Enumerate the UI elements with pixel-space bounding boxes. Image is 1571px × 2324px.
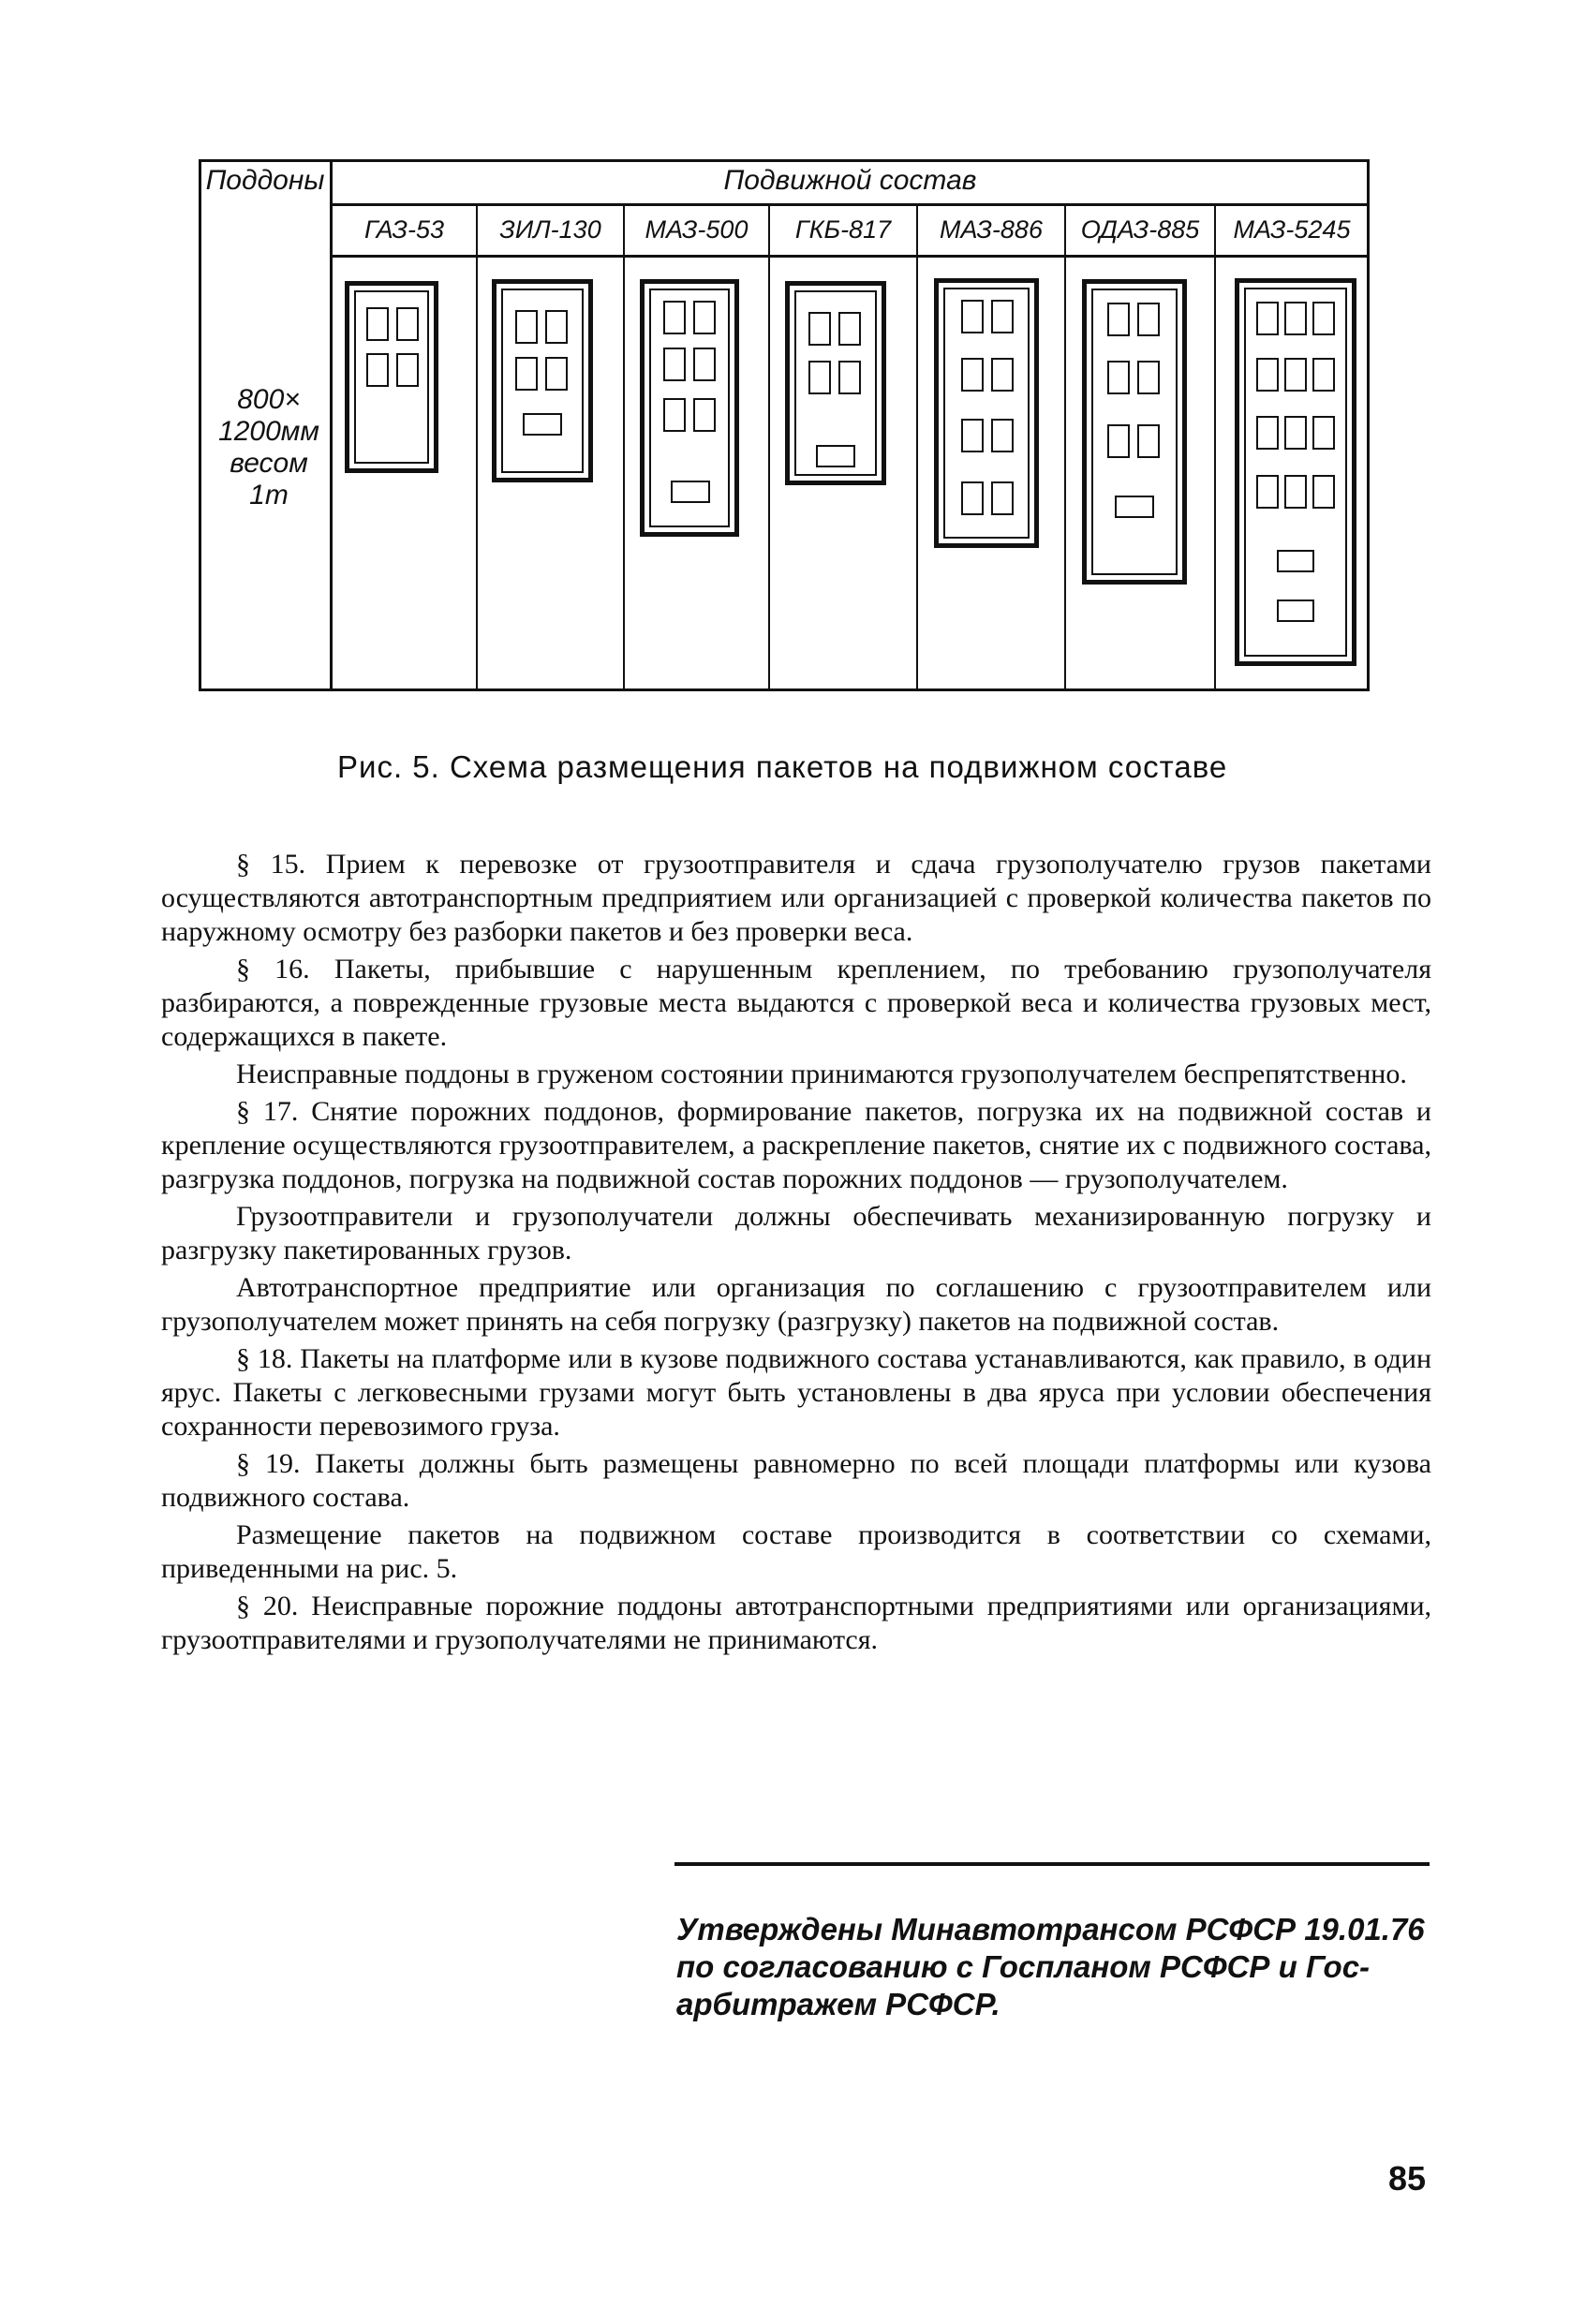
package xyxy=(816,445,855,467)
package xyxy=(545,310,568,344)
package xyxy=(991,300,1014,333)
package xyxy=(1107,424,1130,458)
approval-note xyxy=(676,1911,1445,2023)
package xyxy=(1256,302,1279,335)
truck-body xyxy=(943,288,1030,539)
package xyxy=(366,353,389,387)
model-label: ОДАЗ-885 xyxy=(1080,215,1200,244)
model-label: МАЗ-500 xyxy=(645,215,748,244)
page-number: 85 xyxy=(1388,2159,1427,2198)
model-label: ЗИЛ-130 xyxy=(499,215,601,244)
package xyxy=(663,348,686,381)
package xyxy=(693,301,716,334)
package xyxy=(991,419,1014,452)
package xyxy=(1284,358,1307,392)
package xyxy=(1277,550,1314,572)
package xyxy=(515,310,538,344)
paragraph: § 16. Пакеты, прибывшие с нарушенным креплением, по требованию грузополучателя разбираются, а поврежденные грузовые места выдаются с проверкой веса и количества грузовых мест, содержащихся в пакете. xyxy=(161,954,1431,1052)
col-divider xyxy=(1214,203,1216,691)
package xyxy=(1256,416,1279,450)
package xyxy=(515,357,538,391)
paragraph: § 20. Неисправные порожние поддоны автотранспортными предприятиями или организациями, грузоотправителями и грузополучателями не принимаются. xyxy=(161,1591,1431,1655)
package xyxy=(1284,302,1307,335)
package xyxy=(1284,416,1307,450)
col-divider xyxy=(916,203,918,691)
col-divider xyxy=(1064,203,1066,691)
package xyxy=(396,307,419,341)
pallet-spec-line: 800× xyxy=(237,384,301,415)
package xyxy=(1256,475,1279,509)
header-pallets: Поддоны xyxy=(205,165,325,196)
approval-line: арбитражем РСФСР. xyxy=(676,1987,1000,2021)
header-rolling-stock: Подвижной состав xyxy=(723,165,977,196)
paragraph: § 17. Снятие порожних поддонов, формирование пакетов, погрузка их на подвижной состав и крепление осуществляются грузоотправителем, а раскрепление пакетов, снятие их с подвижного состава, разгрузка поддонов, погрузка на подвижной состав порожних поддонов — грузополучателем. xyxy=(161,1096,1431,1194)
paragraph: Неисправные поддоны в груженом состоянии принимаются грузополучателем беспрепятственно. xyxy=(236,1058,1407,1089)
package xyxy=(1115,496,1154,518)
paragraph: Автотранспортное предприятие или организация по соглашению с грузоотправителем или грузополучателем может принять на себя погрузку (разгрузку) пакетов на подвижной состав. xyxy=(161,1272,1431,1337)
package xyxy=(991,358,1014,392)
pallet-spec-line: весом xyxy=(230,448,308,479)
package xyxy=(1312,302,1335,335)
package xyxy=(808,312,831,346)
model-label: МАЗ-886 xyxy=(940,215,1043,244)
package xyxy=(1107,361,1130,394)
pallet-spec xyxy=(208,384,330,511)
package xyxy=(1137,303,1160,336)
pallet-spec-line: 1т xyxy=(249,480,289,511)
approval-line: Утверждены Минавтотрансом РСФСР 19.01.76 xyxy=(676,1912,1425,1947)
model-label: ГАЗ-53 xyxy=(364,215,444,244)
model-label: МАЗ-5245 xyxy=(1233,215,1351,244)
truck-diagram-gkb817 xyxy=(785,281,886,485)
package xyxy=(1284,475,1307,509)
paragraph: § 19. Пакеты должны быть размещены равномерно по всей площади платформы или кузова подвижного состава. xyxy=(161,1448,1431,1513)
package xyxy=(523,413,562,436)
truck-body xyxy=(501,289,584,473)
package xyxy=(1137,361,1160,394)
col-divider xyxy=(768,203,770,691)
paragraph: § 15. Прием к перевозке от грузоотправителя и сдача грузополучателю грузов пакетами осуществляются автотранспортным предприятием или организацией с проверкой количества пакетов по наружному осмотру без разборки пакетов и без проверки веса. xyxy=(161,849,1431,947)
package xyxy=(671,481,710,503)
col-divider xyxy=(623,203,625,691)
package xyxy=(663,398,686,432)
package xyxy=(961,358,984,392)
truck-body xyxy=(1091,289,1178,575)
pallet-spec-line: 1200мм xyxy=(218,416,319,447)
package xyxy=(991,481,1014,515)
model-label: ГКБ-817 xyxy=(794,215,892,244)
col-divider xyxy=(476,203,478,691)
package xyxy=(1277,600,1314,622)
paragraph: Грузоотправители и грузополучатели должны обеспечивать механизированную погрузку и разгрузку пакетированных грузов. xyxy=(161,1201,1431,1266)
paragraph: § 18. Пакеты на платформе или в кузове подвижного состава устанавливаются, как правило, в один ярус. Пакеты с легковесными грузами могут быть установлены в два яруса при условии обеспечения сохранности перевозимого груза. xyxy=(161,1343,1431,1442)
truck-diagram-maz500 xyxy=(640,279,739,537)
package xyxy=(693,348,716,381)
truck-diagram-maz886 xyxy=(934,278,1039,548)
package xyxy=(693,398,716,432)
package xyxy=(1256,358,1279,392)
package xyxy=(961,419,984,452)
truck-diagram-maz5245 xyxy=(1235,278,1356,666)
package xyxy=(366,307,389,341)
package xyxy=(663,301,686,334)
package xyxy=(808,361,831,394)
package xyxy=(396,353,419,387)
paragraph: Размещение пакетов на подвижном составе производится в соответствии со схемами, приведенными на рис. 5. xyxy=(161,1519,1431,1584)
figure-caption: Рис. 5. Схема размещения пакетов на подвижном составе xyxy=(337,749,1228,784)
package xyxy=(961,481,984,515)
approval-line: по согласованию с Госпланом РСФСР и Гос- xyxy=(676,1949,1371,1984)
package xyxy=(1312,358,1335,392)
truck-diagram-odaz885 xyxy=(1082,279,1187,585)
package xyxy=(838,361,861,394)
divider-rule xyxy=(674,1862,1430,1866)
package xyxy=(961,300,984,333)
truck-diagram-gaz53 xyxy=(345,281,438,473)
package xyxy=(545,357,568,391)
body-text xyxy=(161,848,1431,1661)
package xyxy=(1107,303,1130,336)
package xyxy=(838,312,861,346)
package xyxy=(1312,416,1335,450)
package xyxy=(1137,424,1160,458)
package xyxy=(1312,475,1335,509)
truck-diagram-zil130 xyxy=(492,279,593,482)
